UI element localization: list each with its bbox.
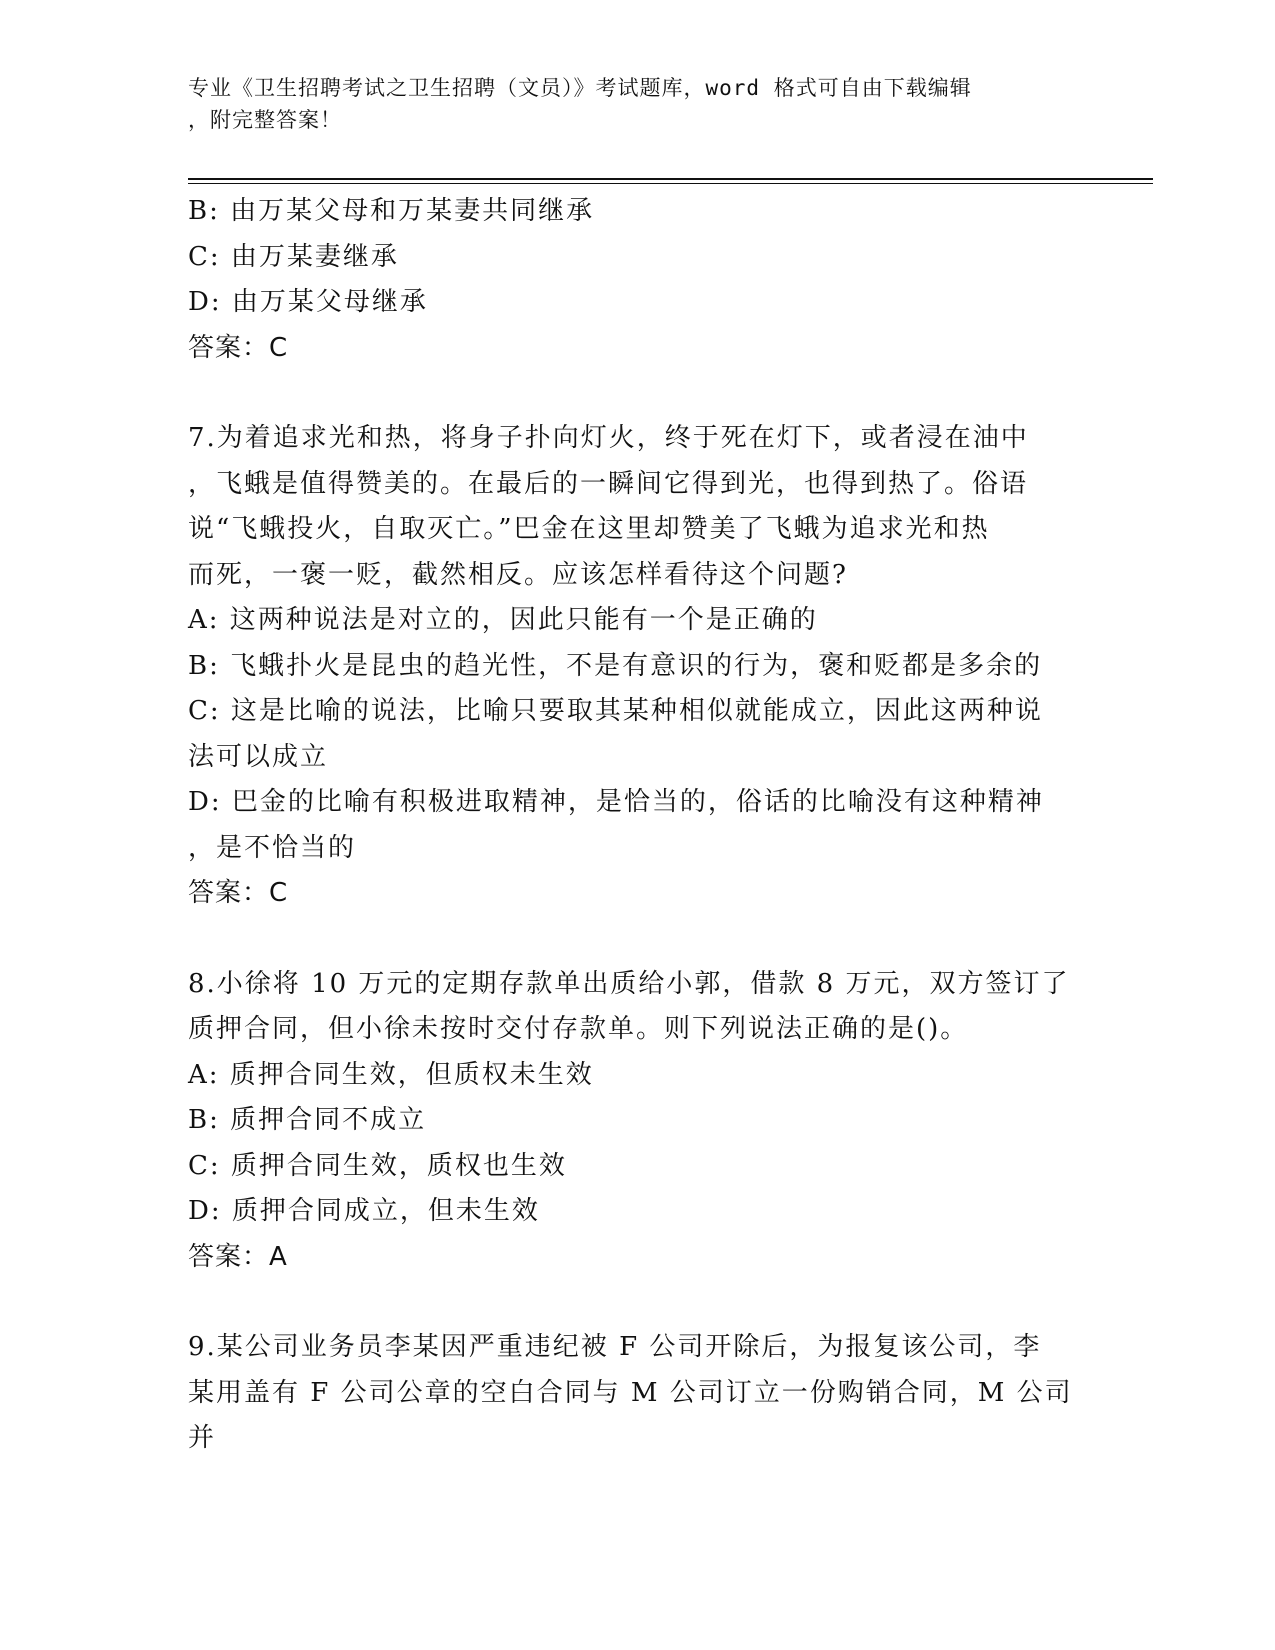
q8-stem-line-2: 质押合同，但小徐未按时交付存款单。则下列说法正确的是()。 [188,1014,969,1044]
q8-option-d: D: 质押合同成立，但未生效 [188,1196,540,1226]
q7-option-b: B: 飞蛾扑火是昆虫的趋光性，不是有意识的行为，褒和贬都是多余的 [188,650,1043,681]
q8-option-c: C: 质押合同生效，质权也生效 [188,1150,567,1181]
q7-stem-line-4: 而死，一褒一贬，截然相反。应该怎样看待这个问题? [188,559,848,590]
spacer [188,1280,1088,1325]
q8-stem-line-1: 8.小徐将 10 万元的定期存款单出质给小郭，借款 8 万元，双方签订了 [188,968,1070,999]
q6-option-d: D: 由万某父母继承 [188,287,428,317]
document-header [188,72,1068,136]
header-line-2: ，附完整答案！ [188,108,342,132]
q7-option-d-line-2: ，是不恰当的 [188,832,357,863]
q7-answer: 答案：C [188,878,289,908]
spacer [188,917,1088,962]
q8-option-b: B: 质押合同不成立 [188,1105,427,1135]
question-8 [188,962,1088,1281]
q6-answer: 答案：C [188,332,289,363]
q6-option-b: B: 由万某父母和万某妻共同继承 [188,196,595,226]
question-6-remainder [188,189,1088,371]
q7-option-c-line-1: C: 这是比喻的说法，比喻只要取其某种相似就能成立，因此这两种说 [188,696,1043,726]
q8-option-a: A: 质押合同生效，但质权未生效 [188,1059,594,1090]
header-line-1: 专业《卫生招聘考试之卫生招聘（文员）》考试题库，word 格式可自由下载编辑 [188,76,972,100]
question-9 [188,1325,1088,1462]
q7-option-c-line-2: 法可以成立 [188,741,329,772]
q6-option-c: C: 由万某妻继承 [188,241,399,272]
spacer [188,371,1088,416]
header-rule-thin [188,183,1153,184]
question-7 [188,416,1088,917]
q8-answer: 答案：A [188,1241,288,1272]
document-body [188,189,1088,1462]
q9-stem-line-1: 9.某公司业务员李某因严重违纪被 F 公司开除后，为报复该公司，李 [188,1332,1042,1362]
q7-stem-line-2: ，飞蛾是值得赞美的。在最后的一瞬间它得到光，也得到热了。俗语 [188,468,1029,499]
q7-stem-line-3: 说“飞蛾投火，自取灭亡。”巴金在这里却赞美了飞蛾为追求光和热 [188,514,990,544]
q7-option-d-line-1: D: 巴金的比喻有积极进取精神，是恰当的，俗话的比喻没有这种精神 [188,787,1044,817]
header-rule-thick [188,178,1153,180]
q7-option-a: A: 这两种说法是对立的，因此只能有一个是正确的 [188,605,818,635]
q7-stem-line-1: 7.为着追求光和热，将身子扑向灯火，终于死在灯下，或者浸在油中 [188,423,1029,453]
q9-stem-line-2: 某用盖有 F 公司公章的空白合同与 M 公司订立一份购销合同，M 公司并 [188,1377,1073,1453]
